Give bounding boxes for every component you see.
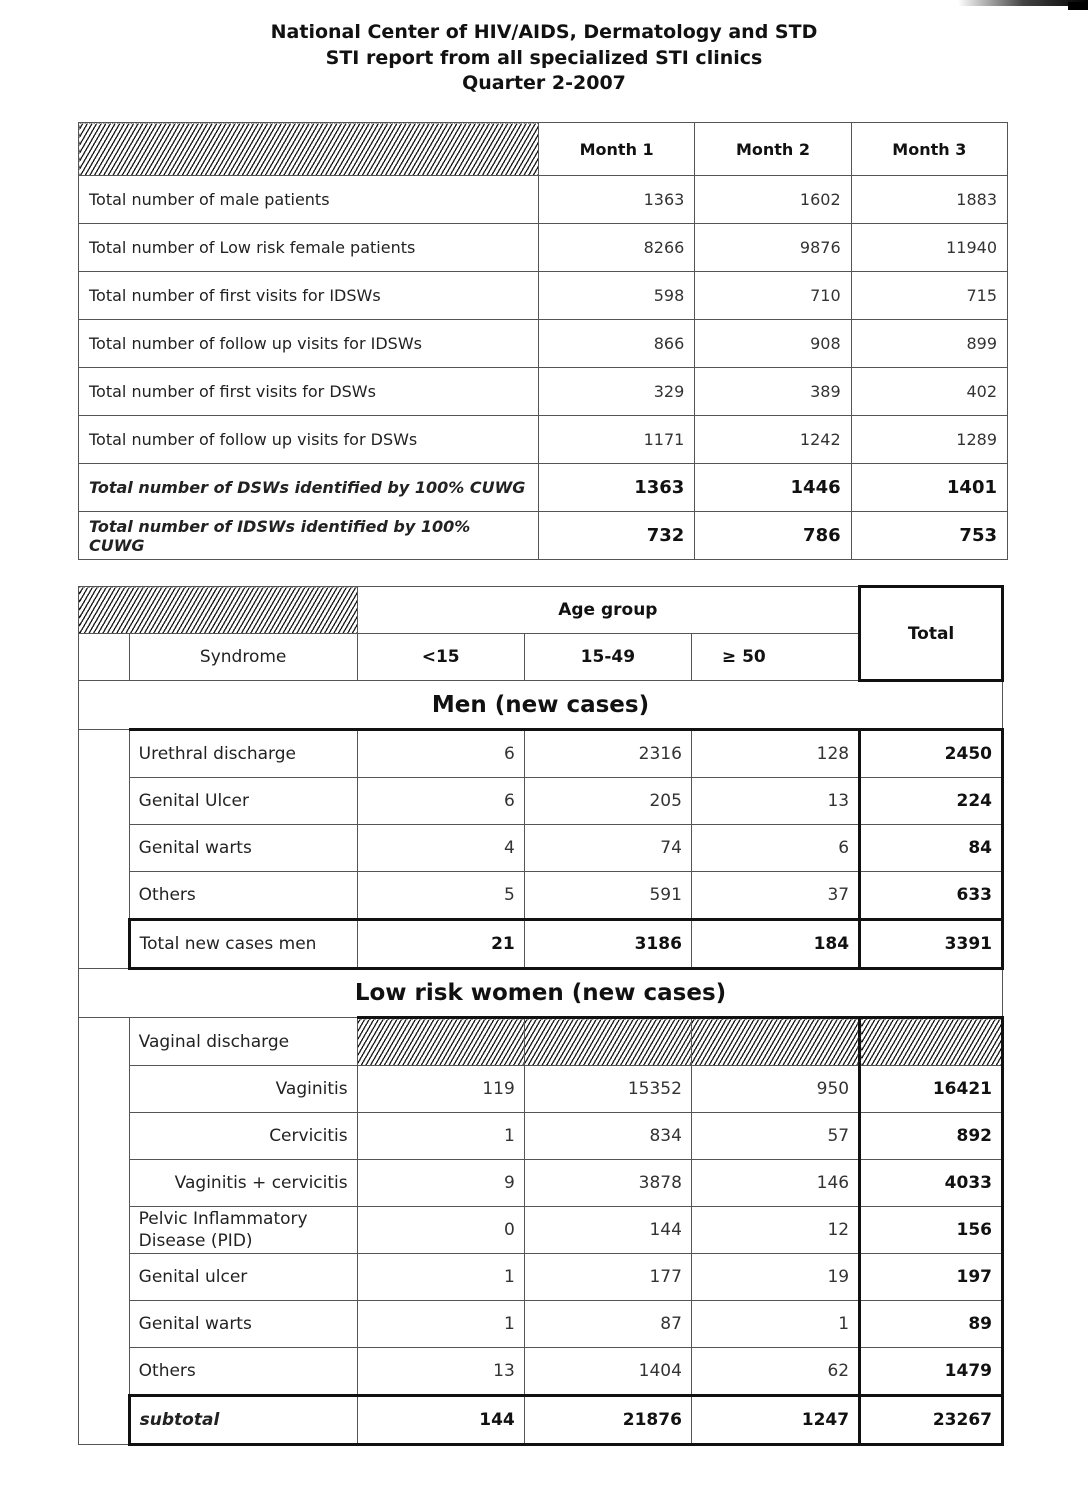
cell-value: 3186 (524, 920, 691, 969)
hatched-cell (691, 1018, 859, 1066)
cell-value: 1883 (851, 176, 1007, 224)
age-header-under-15: <15 (357, 634, 524, 681)
table-row (79, 1113, 1003, 1160)
age-group-header-row (79, 587, 1003, 634)
cell-value: 13 (357, 1348, 524, 1396)
row-label: Vaginitis (129, 1066, 357, 1113)
indent-cell (79, 920, 130, 969)
cell-value: 1404 (524, 1348, 691, 1396)
cell-value: 177 (524, 1254, 691, 1301)
row-label: Vaginal discharge (129, 1018, 357, 1066)
row-label: Cervicitis (129, 1113, 357, 1160)
indent-cell (79, 634, 130, 681)
cell-value: 1 (691, 1301, 859, 1348)
cell-value: 4 (357, 825, 524, 872)
title-line-report: STI report from all specialized STI clinics (325, 46, 763, 69)
table-row (79, 825, 1003, 872)
row-label: Others (129, 1348, 357, 1396)
indent-cell (79, 872, 130, 920)
row-label: Total number of first visits for DSWs (79, 368, 539, 416)
indent-cell (79, 1348, 130, 1396)
hatched-cell (357, 1018, 524, 1066)
indent-cell (79, 1396, 130, 1445)
cell-value: 15352 (524, 1066, 691, 1113)
cell-value: 62 (691, 1348, 859, 1396)
title-line-quarter: Quarter 2-2007 (462, 72, 626, 94)
cell-value: 1602 (695, 176, 851, 224)
cell-value: 205 (524, 778, 691, 825)
cell-value: 5 (357, 872, 524, 920)
cell-value: 19 (691, 1254, 859, 1301)
row-label: Pelvic Inflammatory Disease (PID) (129, 1207, 357, 1254)
cell-value: 753 (851, 512, 1007, 560)
row-total: 156 (860, 1207, 1003, 1254)
table-row (79, 1348, 1003, 1396)
row-total: 633 (860, 872, 1003, 920)
cell-value: 1401 (851, 464, 1007, 512)
row-total: 2450 (860, 730, 1003, 778)
row-label: Others (129, 872, 357, 920)
indent-cell (79, 1207, 130, 1254)
row-label: Total number of follow up visits for DSWs (79, 416, 539, 464)
cell-value: 598 (538, 272, 694, 320)
cell-value: 9876 (695, 224, 851, 272)
age-header-50-plus: ≥ 50 (691, 634, 859, 681)
table-row (79, 320, 1008, 368)
total-header: Total (860, 587, 1003, 681)
cell-value: 37 (691, 872, 859, 920)
cell-value: 1 (357, 1301, 524, 1348)
table-row (79, 272, 1008, 320)
cell-value: 9 (357, 1160, 524, 1207)
cell-value: 1 (357, 1254, 524, 1301)
cell-value: 119 (357, 1066, 524, 1113)
table-row (79, 1254, 1003, 1301)
row-label: Total number of first visits for IDSWs (79, 272, 539, 320)
cell-value: 591 (524, 872, 691, 920)
row-total: 23267 (860, 1396, 1003, 1445)
table-row (79, 1207, 1003, 1254)
column-header-month-2: Month 2 (695, 123, 851, 176)
cell-value: 786 (695, 512, 851, 560)
row-label: Genital ulcer (129, 1254, 357, 1301)
cell-value: 1 (357, 1113, 524, 1160)
row-label: Genital Ulcer (129, 778, 357, 825)
cell-value: 1363 (538, 464, 694, 512)
cell-value: 144 (524, 1207, 691, 1254)
section-row-women (79, 969, 1003, 1018)
hatched-corner-cell (79, 123, 539, 176)
cell-value: 2316 (524, 730, 691, 778)
table-row (79, 1066, 1003, 1113)
hatched-cell (524, 1018, 691, 1066)
section-title-women: Low risk women (new cases) (79, 969, 1003, 1018)
cell-value: 1247 (691, 1396, 859, 1445)
indent-cell (79, 1254, 130, 1301)
cell-value: 74 (524, 825, 691, 872)
scan-edge-mark-dark (1068, 2, 1088, 10)
row-label: subtotal (129, 1396, 357, 1445)
table-header-row (79, 123, 1008, 176)
cell-value: 715 (851, 272, 1007, 320)
row-total: 224 (860, 778, 1003, 825)
cell-value: 1171 (538, 416, 694, 464)
row-label: Urethral discharge (129, 730, 357, 778)
table-row (79, 872, 1003, 920)
row-total: 892 (860, 1113, 1003, 1160)
row-total: 89 (860, 1301, 1003, 1348)
cell-value: 3878 (524, 1160, 691, 1207)
column-header-month-3: Month 3 (851, 123, 1007, 176)
age-header-15-49: 15-49 (524, 634, 691, 681)
cell-value: 710 (695, 272, 851, 320)
table-row (79, 416, 1008, 464)
cell-value: 950 (691, 1066, 859, 1113)
indent-cell (79, 825, 130, 872)
cell-value: 184 (691, 920, 859, 969)
cell-value: 11940 (851, 224, 1007, 272)
table-row (79, 224, 1008, 272)
cell-value: 6 (357, 730, 524, 778)
cell-value: 402 (851, 368, 1007, 416)
section-title-men: Men (new cases) (79, 681, 1003, 730)
row-label: Genital warts (129, 825, 357, 872)
indent-cell (79, 730, 130, 778)
table-row (79, 730, 1003, 778)
cell-value: 57 (691, 1113, 859, 1160)
table-row (79, 1301, 1003, 1348)
cell-value: 146 (691, 1160, 859, 1207)
cell-value: 389 (695, 368, 851, 416)
cell-value: 732 (538, 512, 694, 560)
indent-cell (79, 778, 130, 825)
cell-value: 899 (851, 320, 1007, 368)
row-label: Vaginitis + cervicitis (129, 1160, 357, 1207)
cell-value: 908 (695, 320, 851, 368)
row-label: Total number of Low risk female patients (79, 224, 539, 272)
cell-value: 21876 (524, 1396, 691, 1445)
cell-value: 1289 (851, 416, 1007, 464)
row-total: 1479 (860, 1348, 1003, 1396)
indent-cell (79, 1018, 130, 1066)
indent-cell (79, 1301, 130, 1348)
cell-value: 6 (357, 778, 524, 825)
row-total: 3391 (860, 920, 1003, 969)
total-row-men (79, 920, 1003, 969)
cell-value: 866 (538, 320, 694, 368)
row-label: Total number of follow up visits for IDSWs (79, 320, 539, 368)
cell-value: 8266 (538, 224, 694, 272)
cell-value: 1446 (695, 464, 851, 512)
row-total: 16421 (860, 1066, 1003, 1113)
section-row-men (79, 681, 1003, 730)
table-row (79, 176, 1008, 224)
cell-value: 329 (538, 368, 694, 416)
cell-value: 87 (524, 1301, 691, 1348)
vaginal-discharge-row (79, 1018, 1003, 1066)
row-total: 84 (860, 825, 1003, 872)
age-group-header: Age group (357, 587, 859, 634)
hatched-cell (860, 1018, 1003, 1066)
table-row (79, 1160, 1003, 1207)
row-total: 4033 (860, 1160, 1003, 1207)
row-label: Total number of DSWs identified by 100% CUWG (79, 464, 539, 512)
cell-value: 834 (524, 1113, 691, 1160)
cell-value: 0 (357, 1207, 524, 1254)
table-row (79, 778, 1003, 825)
indent-cell (79, 1160, 130, 1207)
table-row-cuwg-idsw (79, 512, 1008, 560)
row-label: Total new cases men (129, 920, 357, 969)
hatched-corner-cell (79, 587, 358, 634)
cell-value: 6 (691, 825, 859, 872)
column-header-month-1: Month 1 (538, 123, 694, 176)
report-title (0, 20, 1088, 97)
syndrome-age-table (78, 585, 1004, 1446)
subtotal-row-women (79, 1396, 1003, 1445)
cell-value: 144 (357, 1396, 524, 1445)
syndrome-header: Syndrome (129, 634, 357, 681)
monthly-patients-table (78, 122, 1008, 560)
cell-value: 1242 (695, 416, 851, 464)
indent-cell (79, 1113, 130, 1160)
table-row-cuwg-dsw (79, 464, 1008, 512)
title-line-organization: National Center of HIV/AIDS, Dermatology and STD (270, 21, 818, 43)
row-label: Total number of male patients (79, 176, 539, 224)
indent-cell (79, 1066, 130, 1113)
table-row (79, 368, 1008, 416)
cell-value: 13 (691, 778, 859, 825)
row-label: Genital warts (129, 1301, 357, 1348)
row-total: 197 (860, 1254, 1003, 1301)
cell-value: 128 (691, 730, 859, 778)
cell-value: 21 (357, 920, 524, 969)
cell-value: 12 (691, 1207, 859, 1254)
cell-value: 1363 (538, 176, 694, 224)
row-label: Total number of IDSWs identified by 100% CUWG (79, 512, 539, 560)
